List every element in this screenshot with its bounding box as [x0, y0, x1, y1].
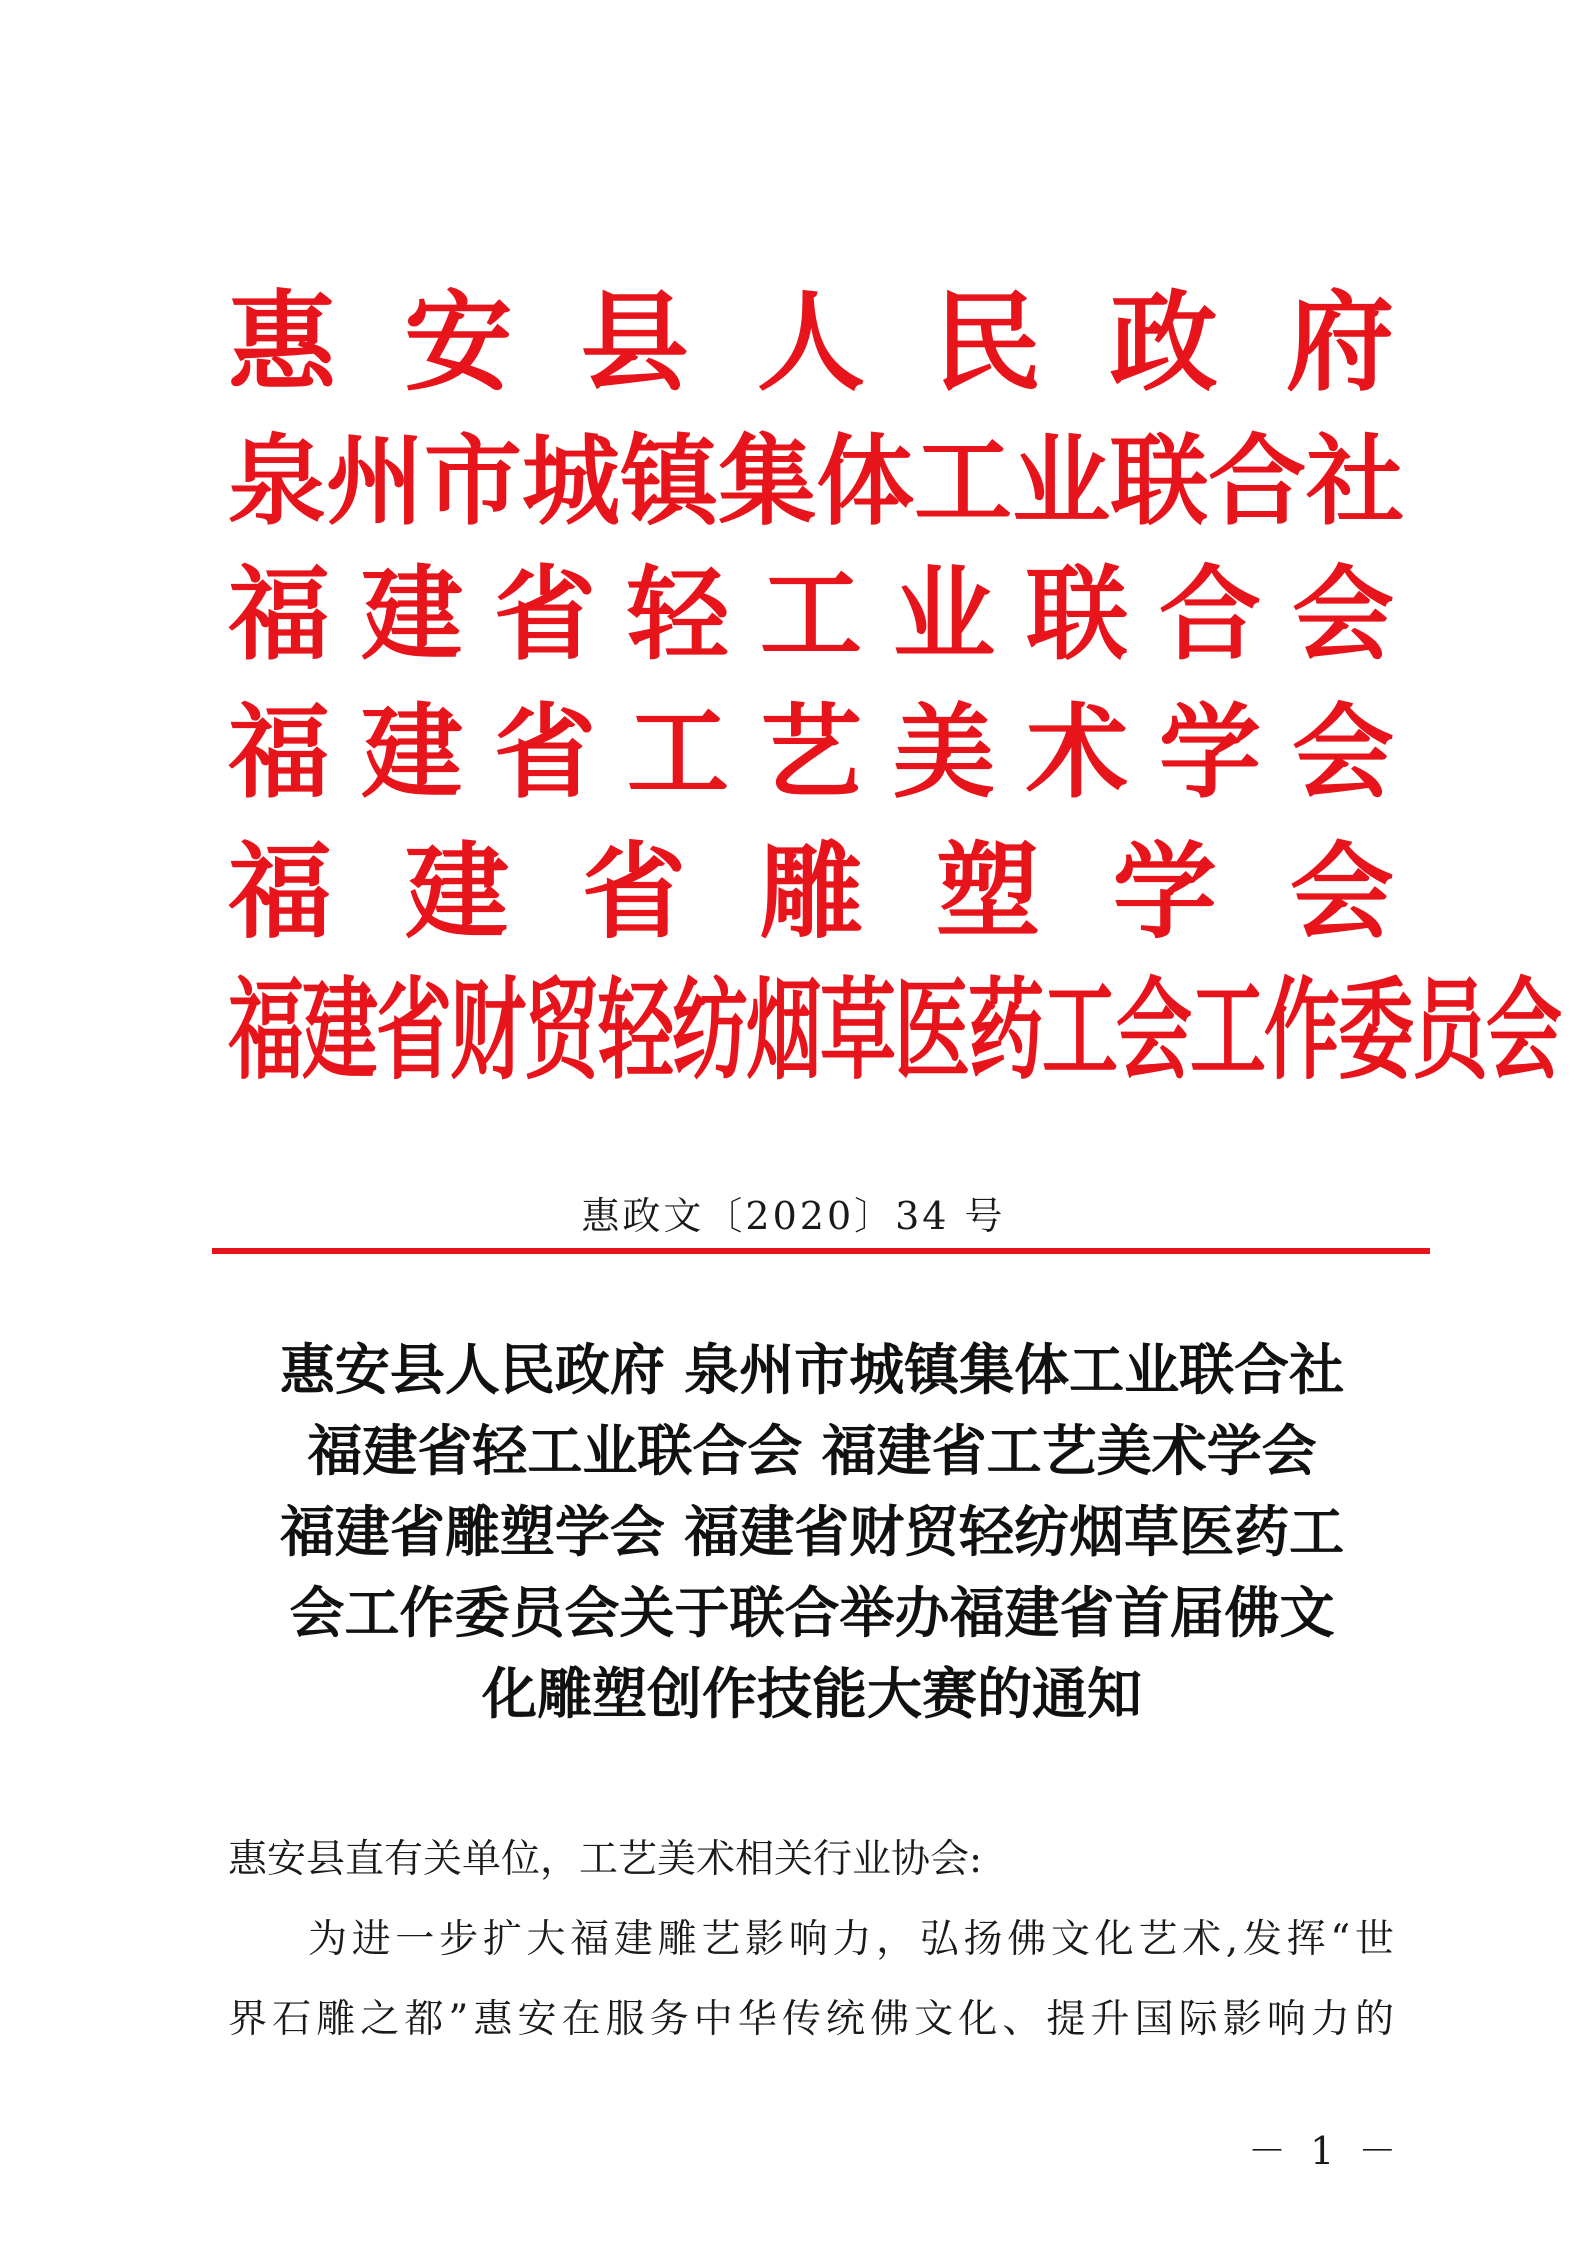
character: 都: [404, 1997, 444, 2042]
character: 安: [517, 1997, 557, 2042]
character: 之: [360, 1997, 400, 2042]
character: 化: [958, 1997, 998, 2042]
character: 服: [605, 1997, 645, 2042]
character: 为: [308, 1917, 348, 1962]
character: 联: [1110, 425, 1209, 539]
document-title: [232, 1330, 1392, 1735]
issuer-line-6: [228, 965, 1560, 1095]
character: 、: [1002, 1997, 1042, 2042]
character: 界: [228, 1997, 268, 2042]
character: 术: [1182, 1917, 1222, 1962]
character: 术: [1026, 694, 1128, 813]
character: 州: [326, 425, 425, 539]
character: 艺: [1138, 1917, 1178, 1962]
character: 世: [1354, 1917, 1394, 1962]
character: 响: [1266, 1997, 1306, 2042]
title-line-1: 惠安县人民政府 泉州市城镇集体工业联合社: [279, 1338, 1345, 1402]
character: ，: [876, 1917, 916, 1962]
character: 扬: [963, 1917, 1003, 1962]
issuer-line-2: [228, 425, 1405, 539]
character: 会: [1116, 965, 1190, 1095]
character: 建: [404, 831, 509, 953]
character: 际: [1178, 1997, 1218, 2042]
paragraph-line-1: [228, 1900, 1394, 1980]
character: 市: [424, 425, 523, 539]
character: 集: [718, 425, 817, 539]
issuer-line-1: [228, 281, 1394, 406]
issuer-line-3: [228, 556, 1394, 675]
character: 联: [1026, 556, 1128, 675]
character: 合: [1208, 425, 1307, 539]
character: 会: [1289, 831, 1394, 953]
character: 在: [561, 1997, 601, 2042]
character: 省: [376, 965, 450, 1095]
character: ”: [448, 1997, 469, 2042]
character: 建: [361, 694, 463, 813]
red-divider-line: [212, 1248, 1430, 1254]
character: 佛: [1007, 1917, 1047, 1962]
character: 安: [404, 281, 513, 406]
character: 福: [228, 694, 330, 813]
character: 烟: [746, 965, 820, 1095]
page-number: － 1 －: [1248, 2129, 1403, 2173]
character: 业: [1012, 425, 1111, 539]
character: 传: [781, 1997, 821, 2042]
character: 工: [627, 694, 729, 813]
character: 学: [1112, 831, 1217, 953]
body-paragraph: [228, 1900, 1394, 2060]
salutation: 惠安县直有关单位，工艺美术相关行业协会:: [228, 1837, 983, 1882]
character: 社: [1306, 425, 1405, 539]
character: 的: [1354, 1997, 1394, 2042]
character: 文: [1050, 1917, 1090, 1962]
character: 省: [494, 556, 596, 675]
character: 学: [1159, 694, 1261, 813]
character: 美: [893, 694, 995, 813]
paragraph-line-2: [228, 1980, 1394, 2060]
character: 泉: [228, 425, 327, 539]
character: 轻: [598, 965, 672, 1095]
character: 工: [1042, 965, 1116, 1095]
character: ,: [1225, 1917, 1239, 1962]
title-line-3: 福建省雕塑学会 福建省财贸轻纺烟草医药工: [279, 1500, 1345, 1564]
character: 草: [820, 965, 894, 1095]
character: 会: [1292, 556, 1394, 675]
character: 府: [1285, 281, 1394, 406]
character: 惠: [228, 281, 337, 406]
character: 政: [1109, 281, 1218, 406]
character: 步: [439, 1917, 479, 1962]
character: 国: [1134, 1997, 1174, 2042]
character: 轻: [627, 556, 729, 675]
character: 民: [933, 281, 1042, 406]
character: 中: [693, 1997, 733, 2042]
character: 贸: [524, 965, 598, 1095]
character: 力: [1310, 1997, 1350, 2042]
character: 艺: [760, 694, 862, 813]
character: 员: [1412, 965, 1486, 1095]
character: 艺: [701, 1917, 741, 1962]
character: “: [1330, 1917, 1351, 1962]
character: 工: [760, 556, 862, 675]
character: 建: [302, 965, 376, 1095]
character: 省: [581, 831, 686, 953]
character: 升: [1090, 1997, 1130, 2042]
character: 提: [1046, 1997, 1086, 2042]
character: 会: [1292, 694, 1394, 813]
character: 统: [826, 1997, 866, 2042]
character: 雕: [758, 831, 863, 953]
issuer-line-5: [228, 831, 1394, 953]
character: 一: [395, 1917, 435, 1962]
character: 县: [580, 281, 689, 406]
character: 城: [522, 425, 621, 539]
character: 挥: [1286, 1917, 1326, 1962]
character: 委: [1338, 965, 1412, 1095]
character: 华: [737, 1997, 777, 2042]
character: 福: [228, 556, 330, 675]
character: 弘: [919, 1917, 959, 1962]
character: 大: [526, 1917, 566, 1962]
character: 福: [570, 1917, 610, 1962]
title-line-5: 化雕塑创作技能大赛的通知: [481, 1662, 1142, 1726]
issuer-line-4: [228, 694, 1394, 813]
character: 财: [450, 965, 524, 1095]
character: 进: [351, 1917, 391, 1962]
character: 雕: [657, 1917, 697, 1962]
character: 石: [272, 1997, 312, 2042]
character: 塑: [935, 831, 1040, 953]
character: 作: [1264, 965, 1338, 1095]
title-line-2: 福建省轻工业联合会 福建省工艺美术学会: [307, 1419, 1317, 1483]
character: 药: [968, 965, 1042, 1095]
character: 力: [832, 1917, 872, 1962]
character: 工: [914, 425, 1013, 539]
character: 镇: [620, 425, 719, 539]
document-number: 惠政文〔2020〕34 号: [581, 1194, 1006, 1238]
character: 扩: [482, 1917, 522, 1962]
character: 响: [788, 1917, 828, 1962]
character: 福: [228, 831, 333, 953]
character: 工: [1190, 965, 1264, 1095]
character: 建: [361, 556, 463, 675]
character: 雕: [316, 1997, 356, 2042]
title-line-4: 会工作委员会关于联合举办福建省首届佛文: [289, 1581, 1335, 1645]
character: 省: [494, 694, 596, 813]
character: 会: [1486, 965, 1560, 1095]
character: 合: [1159, 556, 1261, 675]
character: 发: [1242, 1917, 1282, 1962]
character: 文: [914, 1997, 954, 2042]
character: 纺: [672, 965, 746, 1095]
character: 务: [649, 1997, 689, 2042]
character: 人: [756, 281, 865, 406]
character: 佛: [870, 1997, 910, 2042]
character: 业: [893, 556, 995, 675]
character: 体: [816, 425, 915, 539]
character: 建: [613, 1917, 653, 1962]
character: 惠: [473, 1997, 513, 2042]
character: 影: [745, 1917, 785, 1962]
character: 医: [894, 965, 968, 1095]
character: 化: [1094, 1917, 1134, 1962]
character: 影: [1222, 1997, 1262, 2042]
character: 福: [228, 965, 302, 1095]
